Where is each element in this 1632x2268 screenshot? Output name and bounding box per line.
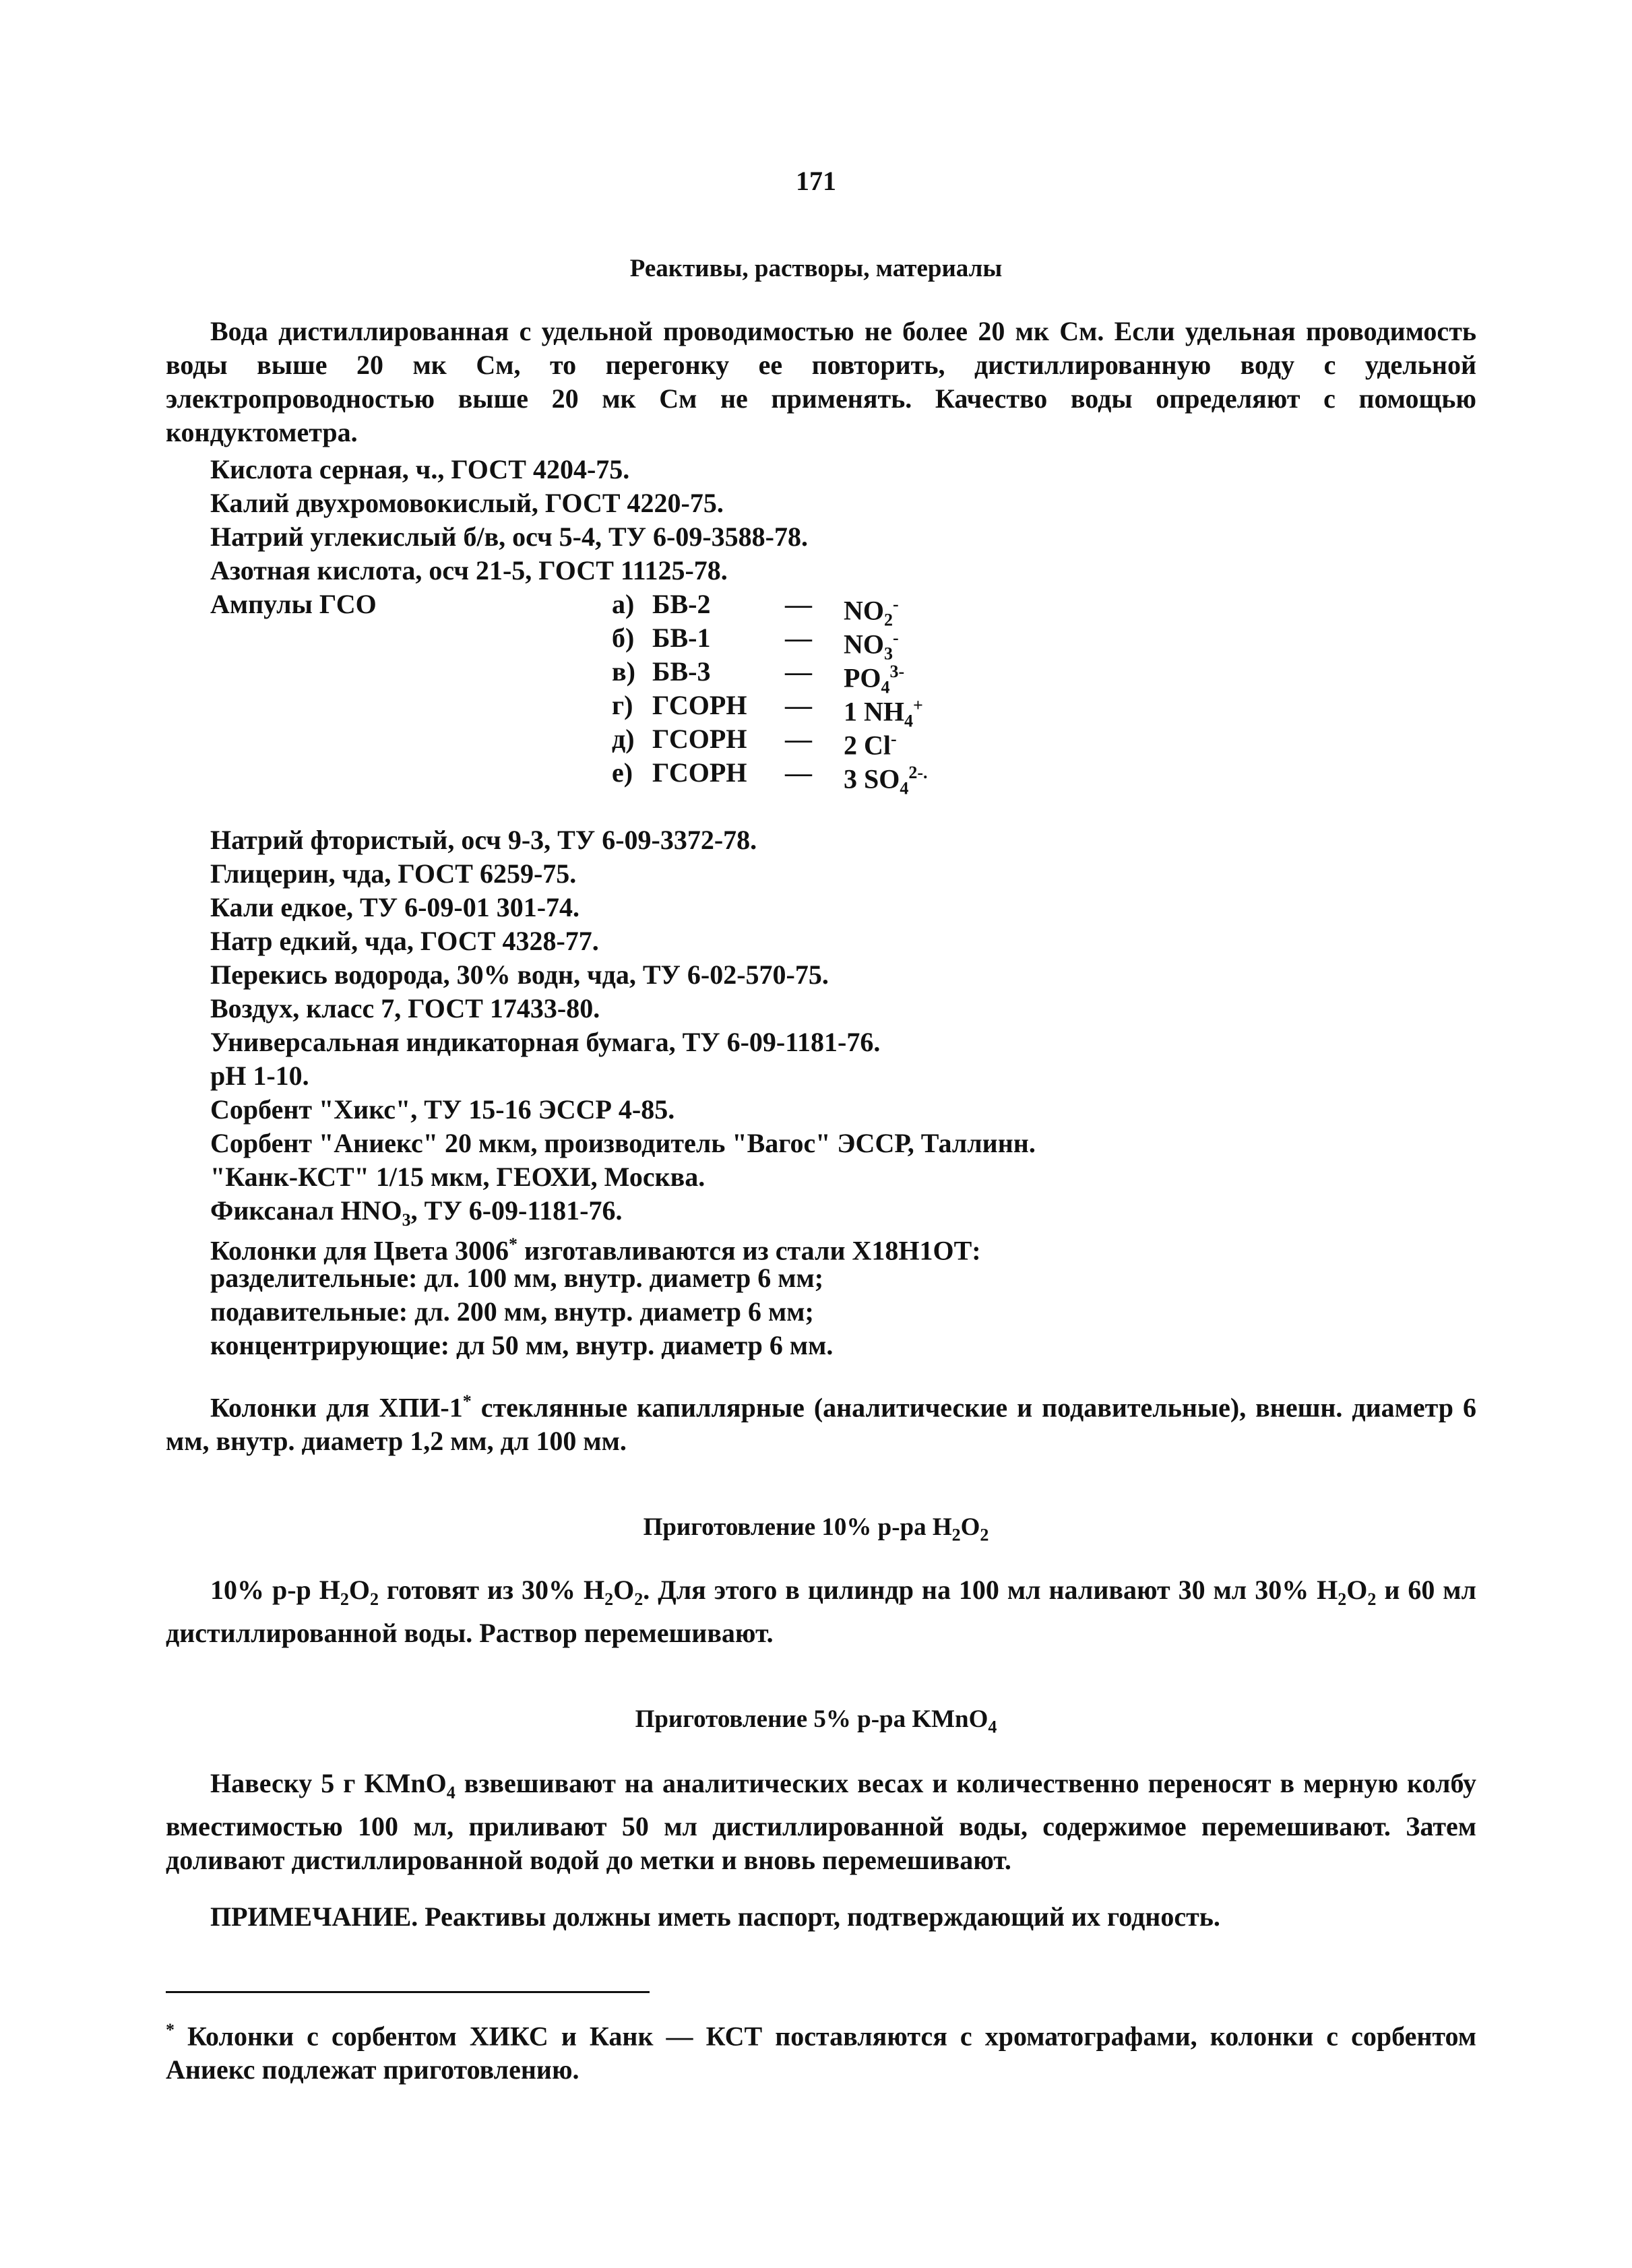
ampoule-code: БВ-3 — [652, 656, 711, 687]
section-heading-kmno4: Приготовление 5% р-ра KMnO$_4$ — [635, 1705, 997, 1737]
ampoule-dash: — — [785, 724, 812, 754]
note: ПРИМЕЧАНИЕ. Реактивы должны иметь паспорт, подтверждающий их годность. — [210, 1901, 1220, 1932]
columns-tsvet-line: Колонки для Цвета 3006* изготавливаются из стали Х18Н1ОТ: — [210, 1234, 981, 1266]
reagent-line: Кали едкое, ТУ 6-09-01 301-74. — [210, 892, 580, 922]
reagent-line: "Канк-КСТ" 1/15 мкм, ГЕОХИ, Москва. — [210, 1162, 705, 1192]
ampoule-code: ГСОРН — [652, 690, 747, 720]
section-heading-h2o2: Приготовление 10% р-ра $H_2O_2$ — [643, 1513, 989, 1545]
reagent-line: Азотная кислота, осч 21-5, ГОСТ 11125-78. — [210, 555, 728, 586]
reagent-line: Перекись водорода, 30% водн, чда, ТУ 6-02-570-75. — [210, 959, 829, 990]
ampoule-ion: 1 $NH_4^+$ — [844, 695, 923, 731]
ampoule-letter: б) — [612, 623, 635, 653]
reagent-line: Глицерин, чда, ГОСТ 6259-75. — [210, 858, 577, 889]
section-heading-reagents: Реактивы, растворы, материалы — [629, 255, 1003, 282]
ampoule-letter: д) — [612, 724, 635, 754]
ampoule-ion: $NO_3^-$ — [844, 628, 899, 664]
reagent-line: Калий двухромовокислый, ГОСТ 4220-75. — [210, 488, 724, 518]
ampoule-dash: — — [785, 656, 812, 687]
reagent-line: Сорбент "Аниекс" 20 мкм, производитель "Вагос" ЭССР, Таллинн. — [210, 1128, 1036, 1158]
page-number: 171 — [796, 166, 836, 196]
ampoule-ion: 2 Cl- — [844, 729, 897, 761]
footnote: * Колонки с сорбентом ХИКС и Канк — КСТ поставляются с хроматографами, колонки с сорбентом Аниекс подлежат приготовлению. — [166, 2020, 1476, 2085]
column-spec-line: разделительные: дл. 100 мм, внутр. диаметр 6 мм; — [210, 1263, 824, 1293]
ampoule-letter: а) — [612, 589, 635, 619]
column-spec-line: концентрирующие: дл 50 мм, внутр. диаметр 6 мм. — [210, 1330, 834, 1360]
water-paragraph: Вода дистиллированная с удельной проводимостью не более 20 мк См. Если удельная проводимость воды выше 20 мк См, то перегонку ее повторить, дистиллированную воду с удельной электропроводностью выше 20 мк См не применять. Качество воды определяют с помощью кондуктометра. — [166, 316, 1476, 447]
ampoule-letter: е) — [612, 757, 633, 788]
ampoule-letter: в) — [612, 656, 635, 687]
ampoule-dash: — — [785, 623, 812, 653]
ampoule-ion: 3 $SO_4^{2-.}$ — [844, 763, 928, 798]
ampoule-dash: — — [785, 757, 812, 788]
footnote-rule — [166, 1991, 650, 1993]
kmno4-paragraph: Навеску 5 г KMnO$_4$ взвешивают на аналитических весах и количественно переносят в мерную колбу вместимостью 100 мл, приливают 50 мл дистиллированной воды, содержимое перемешивают. Затем доливают дистиллированной водой до метки и вновь перемешивают. — [166, 1768, 1476, 1875]
reagent-line: Универсальная индикаторная бумага, ТУ 6-09-1181-76. — [210, 1027, 881, 1057]
reagent-line: Воздух, класс 7, ГОСТ 17433-80. — [210, 993, 600, 1023]
ampoules-label: Ампулы ГСО — [210, 589, 377, 619]
reagent-line: pH 1-10. — [210, 1061, 309, 1091]
ampoule-ion: $PO_4^{3-}$ — [844, 662, 905, 697]
reagent-line: Натр едкий, чда, ГОСТ 4328-77. — [210, 926, 599, 956]
column-spec-line: подавительные: дл. 200 мм, внутр. диаметр 6 мм; — [210, 1296, 814, 1327]
ampoule-dash: — — [785, 589, 812, 619]
ampoule-code: БВ-2 — [652, 589, 711, 619]
ampoule-dash: — — [785, 690, 812, 720]
columns-hpi-paragraph: Колонки для ХПИ-1* стеклянные капиллярные (аналитические и подавительные), внешн. диаметр 6 мм, внутр. диаметр 1,2 мм, дл 100 мм. — [166, 1391, 1476, 1457]
fixanal-line: Фиксанал $HNO_3$, ТУ 6-09-1181-76. — [210, 1195, 623, 1230]
reagent-line: Сорбент "Хикс", ТУ 15-16 ЭССР 4-85. — [210, 1094, 675, 1125]
reagent-line: Натрий углекислый б/в, осч 5-4, ТУ 6-09-3588-78. — [210, 522, 808, 552]
ampoule-code: ГСОРН — [652, 724, 747, 754]
reagent-line: Кислота серная, ч., ГОСТ 4204-75. — [210, 454, 630, 484]
h2o2-paragraph: 10% р-р $H_2O_2$ готовят из 30% $H_2O_2$. Для этого в цилиндр на 100 мл наливают 30 мл 30% $H_2O_2$ и 60 мл дистиллированной воды. Раствор перемешивают. — [166, 1575, 1476, 1648]
ampoule-code: ГСОРН — [652, 757, 747, 788]
ampoule-code: БВ-1 — [652, 623, 711, 653]
ampoule-ion: $NO_2^-$ — [844, 594, 899, 630]
reagent-line: Натрий фтористый, осч 9-3, ТУ 6-09-3372-78. — [210, 825, 757, 855]
ampoule-letter: г) — [612, 690, 633, 720]
